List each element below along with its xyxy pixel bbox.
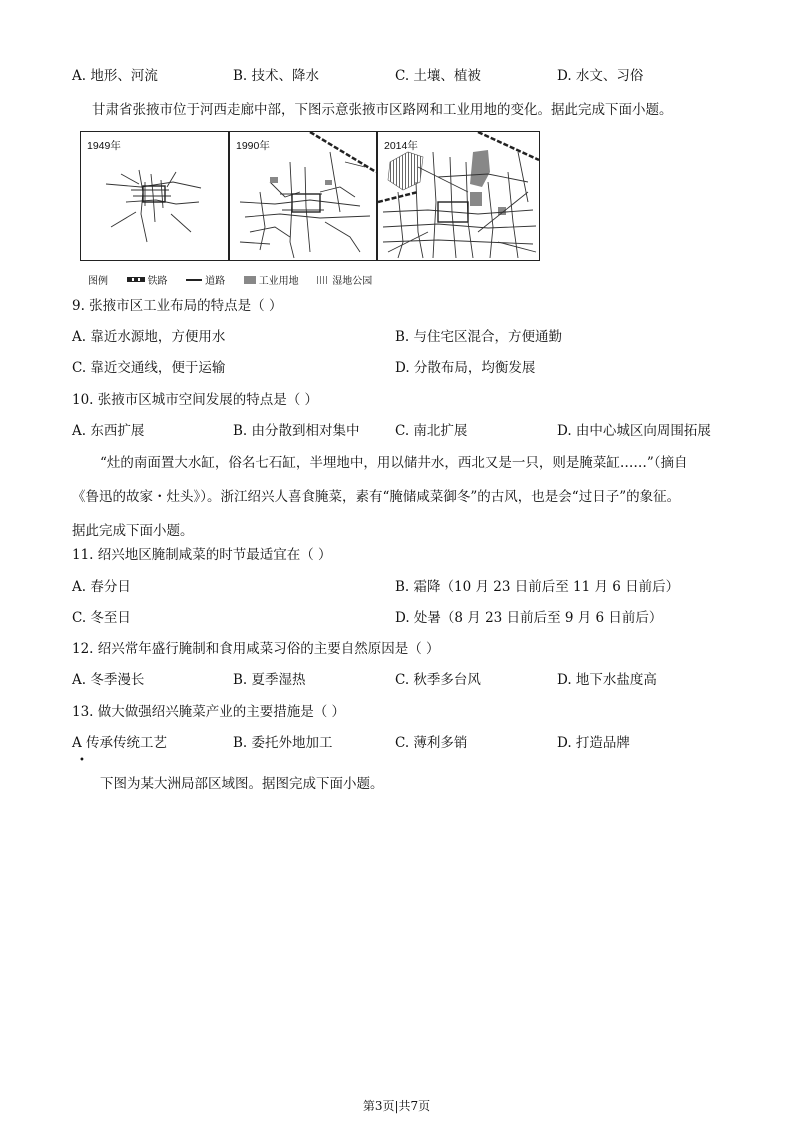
q10-option-d: D. 由中心城区向周围拓展 <box>557 423 711 439</box>
q9-option-d: D. 分散布局，均衡发展 <box>395 360 536 376</box>
page-footer: 第3页|共7页 <box>362 1099 431 1113</box>
road-network-1949 <box>81 132 228 260</box>
map-panel-1949 <box>80 131 229 261</box>
q12-option-d: D. 地下水盐度高 <box>557 672 657 688</box>
q10-option-b: B. 由分散到相对集中 <box>233 423 360 439</box>
q13-stem: 13. 做大做强绍兴腌菜产业的主要措施是（ ） <box>72 704 346 720</box>
q9-stem: 9. 张掖市区工业布局的特点是（ ） <box>72 298 283 314</box>
q13-option-a: A 传承传统工艺 <box>72 735 168 751</box>
q11-option-c: C. 冬至日 <box>72 610 131 626</box>
map-year-1949: 1949年 <box>87 140 121 152</box>
q12-option-c: C. 秋季多台风 <box>395 672 481 688</box>
q13-option-c: C. 薄利多销 <box>395 735 468 751</box>
q12-option-a: A. 冬季漫长 <box>72 672 145 688</box>
passage-line-3: 据此完成下面小题。 <box>72 523 194 539</box>
zhangye-intro: 甘肃省张掖市位于河西走廊中部，下图示意张掖市区路网和工业用地的变化。据此完成下面小题。 <box>92 102 673 118</box>
road-legend-symbol <box>186 279 202 281</box>
passage-line-2: 《鲁迅的故家・灶头》）。浙江绍兴人喜食腌菜，素有“腌储咸菜御冬”的古风，也是会“过日子”的象征。 <box>72 489 681 505</box>
map-year-1990: 1990年 <box>236 140 270 152</box>
q11-option-b: B. 霜降（10 月 23 日前后至 11 月 6 日前后） <box>395 579 680 595</box>
continent-intro: 下图为某大洲局部区域图。据图完成下面小题。 <box>100 776 384 792</box>
legend-railway: 铁路 <box>147 276 168 287</box>
q8-option-b: B. 技术、降水 <box>233 68 320 84</box>
q8-option-d: D. 水文、习俗 <box>557 68 644 84</box>
legend-wetland: 湿地公园 <box>332 276 373 287</box>
q9-option-a: A. 靠近水源地，方便用水 <box>72 329 226 345</box>
road-network-2014 <box>378 132 539 260</box>
wetland-legend-symbol <box>317 276 329 284</box>
q11-option-d: D. 处暑（8 月 23 日前后至 9 月 6 日前后） <box>395 610 663 626</box>
q13-option-d: D. 打造品牌 <box>557 735 630 751</box>
legend-road: 道路 <box>205 276 226 287</box>
railway-legend-symbol <box>127 277 145 282</box>
q11-option-a: A. 春分日 <box>72 579 131 595</box>
zhangye-map-figure <box>80 131 538 261</box>
map-year-2014: 2014年 <box>384 140 418 152</box>
legend-industrial: 工业用地 <box>258 276 299 287</box>
q11-stem: 11. 绍兴地区腌制咸菜的时节最适宜在（ ） <box>72 547 332 563</box>
road-network-1990 <box>230 132 376 260</box>
q13-option-b: B. 委托外地加工 <box>233 735 333 751</box>
q12-stem: 12. 绍兴常年盛行腌制和食用咸菜习俗的主要自然原因是（ ） <box>72 641 440 657</box>
industrial-legend-symbol <box>244 276 256 284</box>
passage-line-1: “灶的南面置大水缸，俗名七石缸，半埋地中，用以储井水，西北又是一只，则是腌菜缸……”（摘自 <box>100 455 688 471</box>
map-panel-1990 <box>229 131 377 261</box>
q10-option-a: A. 东西扩展 <box>72 423 145 439</box>
q9-option-b: B. 与住宅区混合，方便通勤 <box>395 329 563 345</box>
shaoxing-passage <box>72 446 732 548</box>
legend-title: 图例 <box>88 276 108 287</box>
q9-option-c: C. 靠近交通线，便于运输 <box>72 360 226 376</box>
q8-option-a: A. 地形、河流 <box>72 68 158 84</box>
q10-stem: 10. 张掖市区城市空间发展的特点是（ ） <box>72 392 319 408</box>
q12-option-b: B. 夏季湿热 <box>233 672 306 688</box>
stray-dot-mark: • <box>79 755 85 766</box>
map-panel-2014 <box>377 131 540 261</box>
q10-option-c: C. 南北扩展 <box>395 423 468 439</box>
map-legend <box>88 272 388 287</box>
q8-option-c: C. 土壤、植被 <box>395 68 481 84</box>
